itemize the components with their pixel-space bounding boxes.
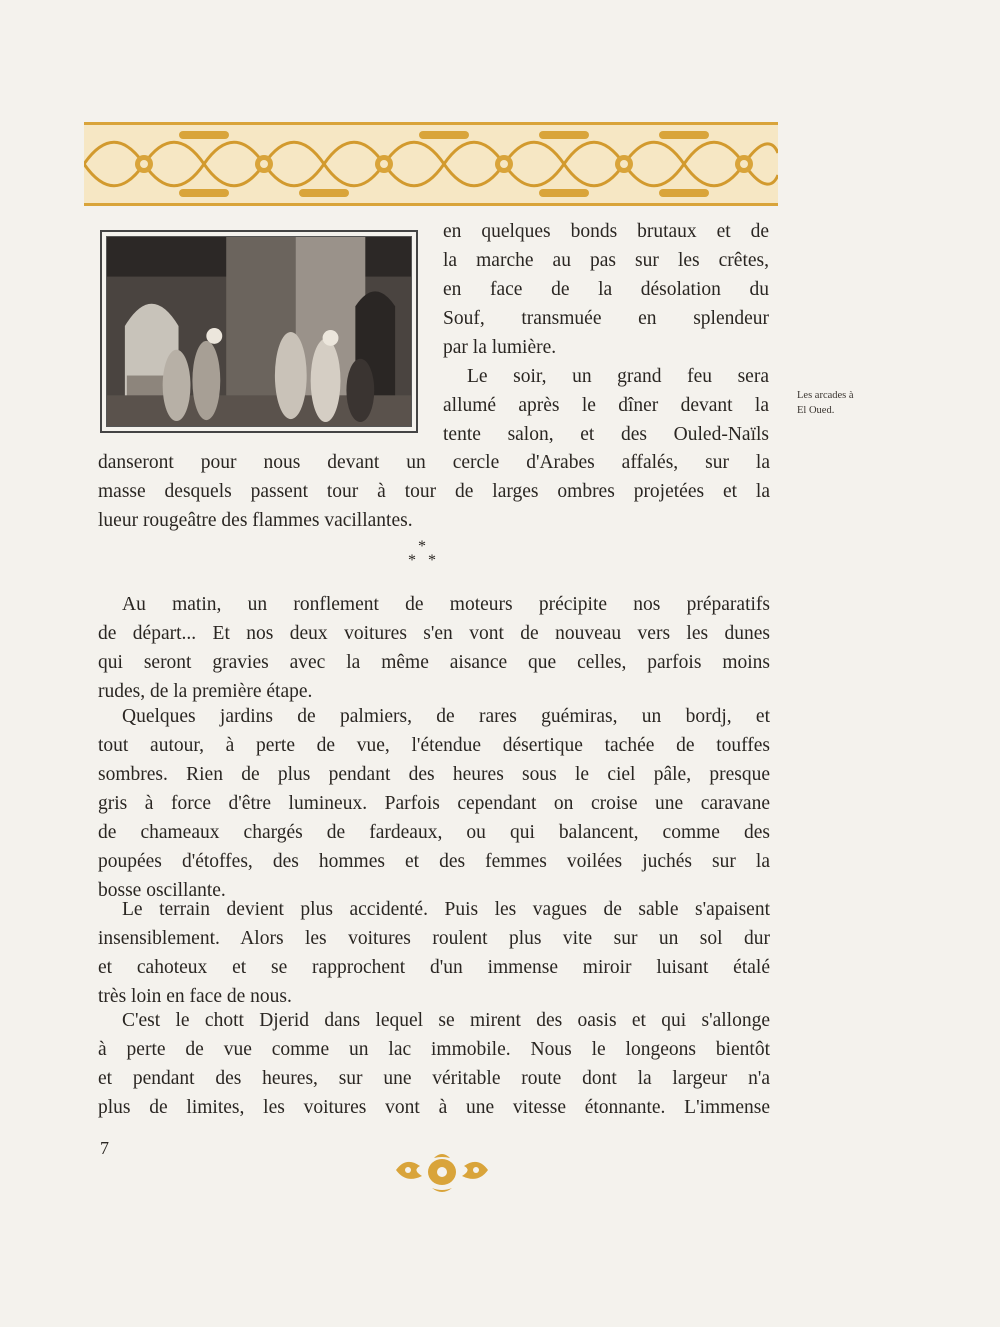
text-line: lueur rougeâtre des flammes vacillantes.: [98, 510, 413, 531]
text-line: tout autour, à perte de vue, l'étendue désertique tachée de touffes: [98, 735, 770, 756]
text-line: C'est le chott Djerid dans lequel se mirent des oasis et qui s'allonge: [122, 1010, 770, 1031]
paragraph-5: [98, 1006, 770, 1122]
paragraph-2: [98, 590, 770, 706]
text-line: Au matin, un ronflement de moteurs précipite nos préparatifs: [122, 594, 770, 615]
text-line: danseront pour nous devant un cercle d'Arabes affalés, sur la: [98, 452, 770, 473]
page-number: 7: [100, 1138, 109, 1158]
text-line: rudes, de la première étape.: [98, 681, 313, 702]
text-line: en quelques bonds brutaux et de: [443, 221, 769, 242]
text-line: par la lumière.: [443, 337, 557, 358]
text-line: et pendant des heures, sur une véritable route dont la largeur n'a: [98, 1068, 770, 1089]
photo-arcades-el-oued-icon: [100, 230, 418, 433]
text-line: Souf, transmuée en splendeur: [443, 308, 769, 329]
text-line: bosse oscillante.: [98, 880, 226, 901]
photo-caption: [797, 388, 887, 418]
paragraph-1-continuation: [98, 448, 770, 535]
text-line: plus de limites, les voitures vont à une vitesse étonnante. L'immense: [98, 1097, 770, 1118]
fleuron-ornament-icon: [392, 1150, 492, 1196]
text-column-narrow: [443, 217, 769, 449]
paragraph-3: [98, 702, 770, 905]
text-line: qui seront gravies avec la même aisance que celles, parfois moins: [98, 652, 770, 673]
text-line: masse desquels passent tour à tour de larges ombres projetées et la: [98, 481, 770, 502]
text-line: Le terrain devient plus accidenté. Puis les vagues de sable s'apaisent: [122, 899, 770, 920]
text-line: de chameaux chargés de fardeaux, ou qui balancent, comme des: [98, 822, 770, 843]
caption-line: Les arcades à: [797, 390, 854, 401]
text-line: en face de la désolation du: [443, 279, 769, 300]
text-line: à perte de vue comme un lac immobile. Nous le longeons bientôt: [98, 1039, 770, 1060]
text-line: la marche au pas sur les crêtes,: [443, 250, 769, 271]
text-line: poupées d'étoffes, des hommes et des femmes voilées juchés sur la: [98, 851, 770, 872]
caption-line: El Oued.: [797, 405, 835, 416]
text-line: insensiblement. Alors les voitures roulent plus vite sur un sol dur: [98, 928, 770, 949]
text-line: de départ... Et nos deux voitures s'en vont de nouveau vers les dunes: [98, 623, 770, 644]
text-line: allumé après le dîner devant la: [443, 395, 769, 416]
text-line: et cahoteux et se rapprochent d'un immense miroir luisant étalé: [98, 957, 770, 978]
text-line: Quelques jardins de palmiers, de rares guémiras, un bordj, et: [122, 706, 770, 727]
text-line: très loin en face de nous.: [98, 986, 292, 1007]
text-line: tente salon, et des Ouled-Naïls: [443, 424, 769, 445]
text-line: Le soir, un grand feu sera: [467, 366, 769, 387]
paragraph-4: [98, 895, 770, 1011]
text-line: sombres. Rien de plus pendant des heures sous le ciel pâle, presque: [98, 764, 770, 785]
arabesque-band-icon: [84, 122, 778, 206]
asterism-separator: * * *: [408, 538, 436, 569]
text-line: gris à force d'être lumineux. Parfois cependant on croise une caravane: [98, 793, 770, 814]
